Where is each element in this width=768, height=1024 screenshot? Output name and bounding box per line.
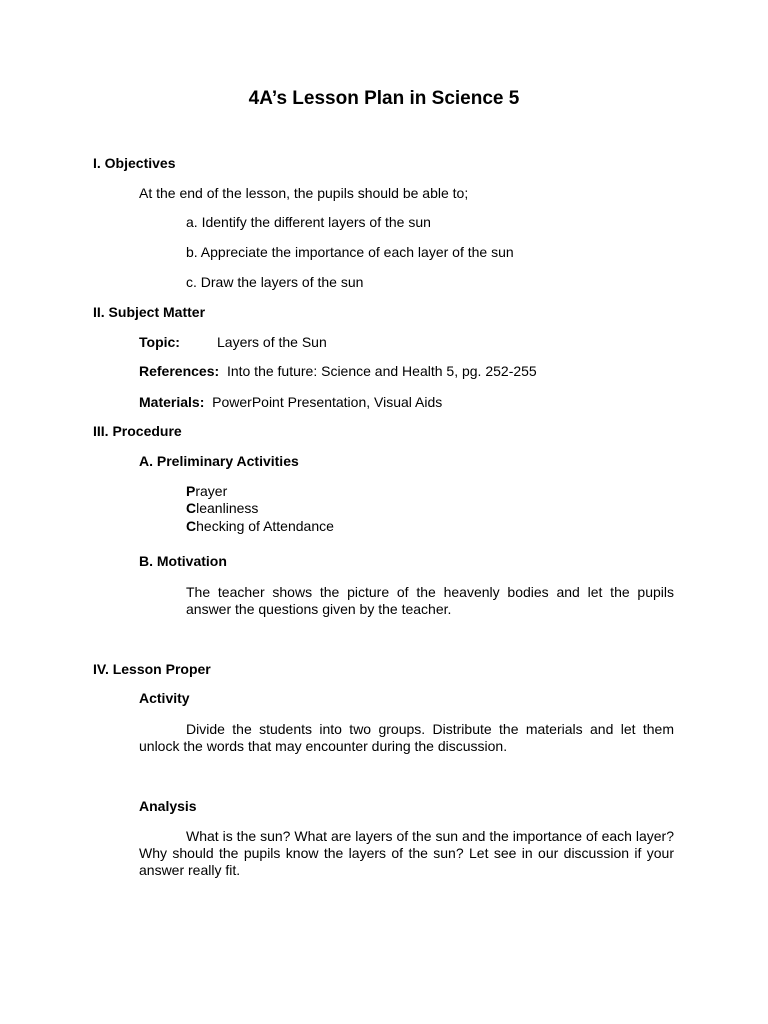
- motivation-heading: B. Motivation: [139, 553, 227, 569]
- lesson-proper-heading: IV. Lesson Proper: [93, 661, 211, 677]
- materials-value: PowerPoint Presentation, Visual Aids: [212, 394, 443, 410]
- item-rest: hecking of Attendance: [196, 518, 334, 534]
- references-line: [139, 363, 537, 380]
- activity-text: Divide the students into two groups. Distribute the materials and let them unlock the words that may encounter during the discussion.: [139, 721, 674, 754]
- objective-item: c. Draw the layers of the sun: [186, 274, 364, 290]
- materials-label: Materials:: [139, 394, 205, 410]
- materials-line: [139, 394, 442, 411]
- analysis-text: What is the sun? What are layers of the sun and the importance of each layer? Why should the pupils know the layers of the sun? Let see in our discussion if your answer really fit.: [139, 828, 674, 878]
- objective-item: b. Appreciate the importance of each layer of the sun: [186, 244, 514, 260]
- preliminary-item: [186, 483, 227, 500]
- objectives-heading: I. Objectives: [93, 155, 176, 171]
- topic-value: Layers of the Sun: [217, 334, 327, 350]
- subject-matter-heading: II. Subject Matter: [93, 304, 206, 320]
- item-rest: leanliness: [196, 500, 259, 516]
- activity-heading: Activity: [139, 690, 190, 706]
- page-title: 4A’s Lesson Plan in Science 5: [248, 88, 520, 109]
- references-value: Into the future: Science and Health 5, pg. 252-255: [226, 363, 537, 379]
- motivation-text: The teacher shows the picture of the heavenly bodies and let the pupils answer the questions given by the teacher.: [186, 584, 674, 617]
- objectives-intro: At the end of the lesson, the pupils should be able to;: [139, 185, 469, 201]
- item-initial: C: [186, 500, 197, 516]
- analysis-heading: Analysis: [139, 798, 197, 814]
- references-label: References:: [139, 363, 220, 379]
- item-initial: C: [186, 518, 197, 534]
- topic-label: Topic:: [139, 334, 180, 350]
- preliminary-item: [186, 518, 334, 535]
- item-initial: P: [186, 483, 196, 499]
- item-rest: rayer: [195, 483, 228, 499]
- procedure-heading: III. Procedure: [93, 423, 182, 439]
- objective-item: a. Identify the different layers of the sun: [186, 214, 431, 230]
- preliminary-heading: A. Preliminary Activities: [139, 453, 299, 469]
- preliminary-item: [186, 500, 258, 517]
